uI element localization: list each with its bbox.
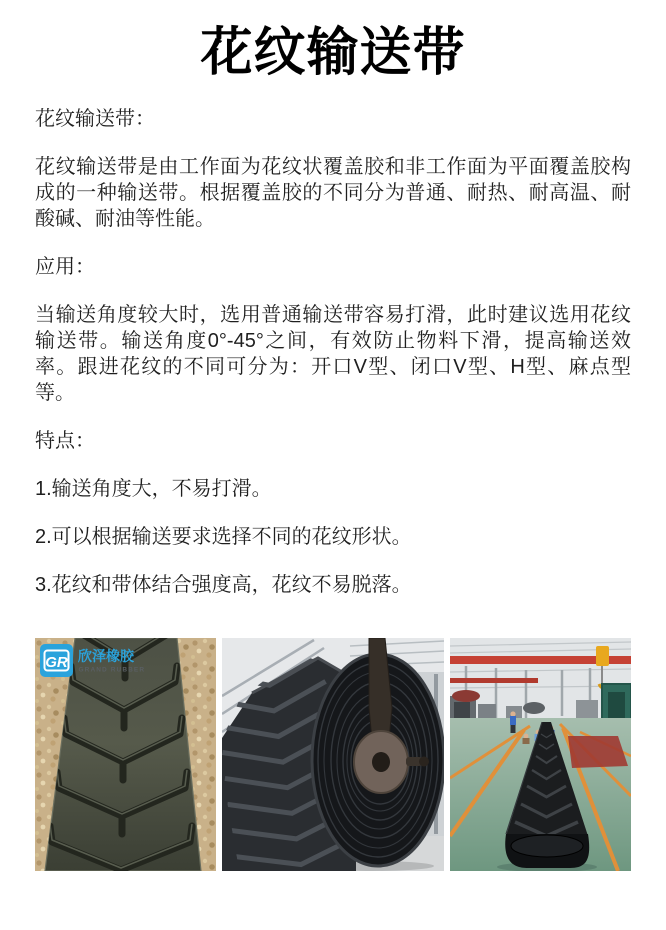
feature-item-2: 2.可以根据输送要求选择不同的花纹形状。	[35, 526, 412, 548]
page-title: 花纹输送带	[200, 24, 466, 82]
red-floor-mat	[568, 736, 628, 768]
logo-text-cn: 欣泽橡胶	[78, 648, 134, 664]
belt-roll-factory-photo	[222, 638, 444, 871]
logo-text-en: GRAND RUBBER	[78, 666, 146, 674]
document-body	[35, 106, 631, 598]
brand-logo	[40, 644, 145, 677]
belt-end-fold	[511, 835, 583, 857]
features-label: 特点：	[35, 430, 95, 452]
roll-hub-center	[372, 752, 390, 772]
photo-gallery	[35, 638, 631, 871]
feature-item-3: 3.花纹和带体结合强度高，花纹不易脱落。	[35, 574, 412, 596]
intro-paragraph: 花纹输送带是由工作面为花纹状覆盖胶和非工作面为平面覆盖胶构成的一种输送带。根据覆盖胶的不同分为普通、耐热、耐高温、耐酸碱、耐油等性能。	[35, 156, 631, 230]
worker-standing	[510, 711, 516, 733]
intro-label: 花纹输送带：	[35, 108, 155, 130]
application-paragraph: 当输送角度较大时，选用普通输送带容易打滑，此时建议选用花纹输送带。输送角度0°-45°之间，有效防止物料下滑，提高输送效率。跟进花纹的不同可分为：开口V型、闭口V型、H型、麻点型等。	[35, 304, 631, 404]
feature-item-1: 1.输送角度大，不易打滑。	[35, 478, 272, 500]
logo-mark: GR	[45, 654, 68, 671]
chevron-belt-closeup-photo	[35, 638, 216, 871]
factory-floor-belt-photo	[450, 638, 631, 871]
crane-rail	[450, 678, 538, 683]
hub-axle-cap	[419, 757, 429, 767]
application-label: 应用：	[35, 256, 95, 278]
